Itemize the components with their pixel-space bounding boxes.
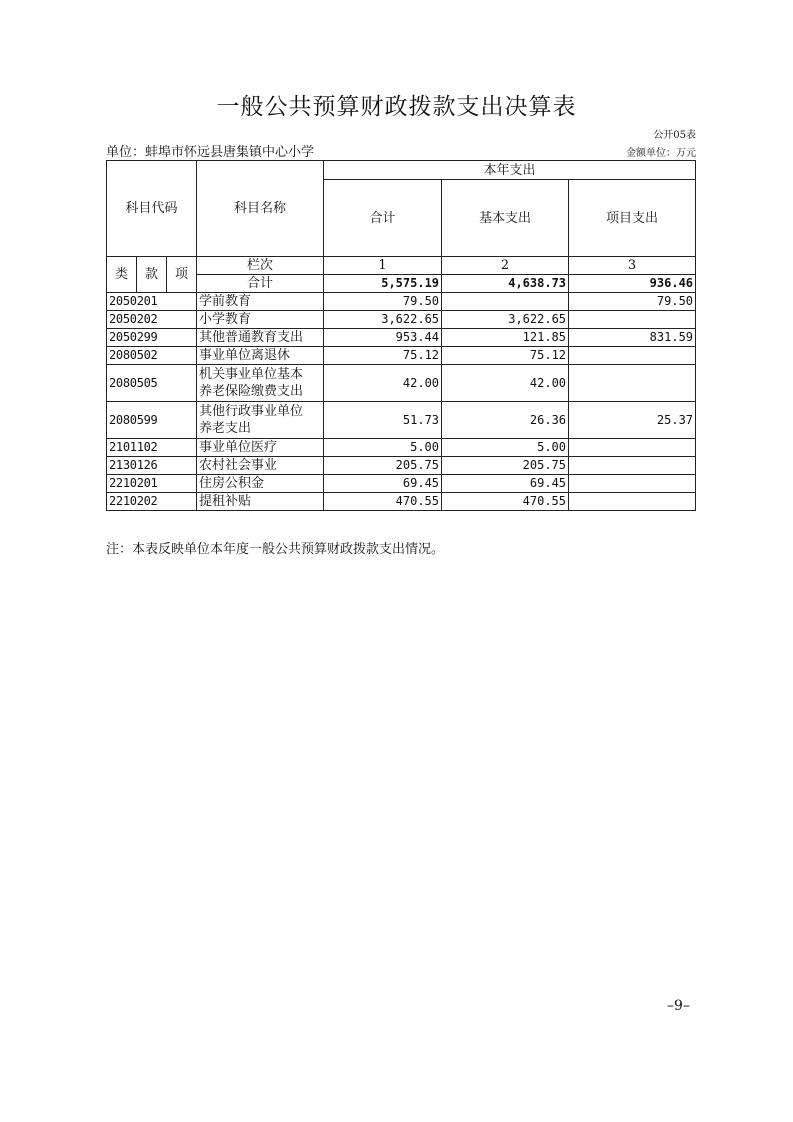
row-project (569, 365, 696, 402)
row-code: 2130126 (107, 457, 197, 475)
row-project (569, 311, 696, 329)
row-basic: 470.55 (442, 493, 569, 511)
row-project (569, 439, 696, 457)
row-code: 2050201 (107, 293, 197, 311)
total-project: 936.46 (569, 275, 696, 293)
row-project: 25.37 (569, 402, 696, 439)
row-project (569, 347, 696, 365)
row-total: 75.12 (324, 347, 442, 365)
row-basic: 3,622.65 (442, 311, 569, 329)
row-name-line-1: 机关事业单位基本 (199, 367, 304, 382)
row-total: 3,622.65 (324, 311, 442, 329)
row-code: 2050299 (107, 329, 197, 347)
row-basic: 5.00 (442, 439, 569, 457)
table-row (107, 329, 696, 347)
header-xiang: 项 (167, 257, 197, 293)
header-year-expense: 本年支出 (324, 161, 696, 180)
row-total: 79.50 (324, 293, 442, 311)
row-project (569, 457, 696, 475)
header-project: 项目支出 (569, 180, 696, 257)
row-code: 2210202 (107, 493, 197, 511)
row-basic (442, 293, 569, 311)
table-row (107, 365, 696, 402)
expense-table (106, 160, 696, 511)
table-row (107, 347, 696, 365)
column-3: 3 (569, 257, 696, 275)
row-total: 470.55 (324, 493, 442, 511)
row-code: 2050202 (107, 311, 197, 329)
total-label: 合计 (197, 275, 324, 293)
money-unit: 金额单位：万元 (626, 148, 696, 159)
table-row (107, 493, 696, 511)
table-row (107, 311, 696, 329)
row-code: 2080505 (107, 365, 197, 402)
header-code: 科目代码 (107, 161, 197, 257)
header-lei: 类 (107, 257, 137, 293)
row-basic: 42.00 (442, 365, 569, 402)
row-project: 831.59 (569, 329, 696, 347)
row-project (569, 493, 696, 511)
row-name: 提租补贴 (197, 493, 324, 511)
form-number: 公开05表 (653, 130, 696, 141)
column-number-row (107, 257, 696, 275)
row-name: 事业单位离退休 (197, 347, 324, 365)
row-name: 农村社会事业 (197, 457, 324, 475)
row-total: 69.45 (324, 475, 442, 493)
row-total: 51.73 (324, 402, 442, 439)
column-2: 2 (442, 257, 569, 275)
table-row (107, 439, 696, 457)
row-name-line-1: 其他行政事业单位 (199, 404, 304, 419)
row-name-line-2: 养老保险缴费支出 (199, 384, 304, 399)
total-sum: 5,575.19 (324, 275, 442, 293)
column-1: 1 (324, 257, 442, 275)
row-name-line-2: 养老支出 (199, 421, 252, 436)
header-kuan: 款 (137, 257, 167, 293)
row-total: 205.75 (324, 457, 442, 475)
column-label: 栏次 (197, 257, 324, 275)
row-name: 住房公积金 (197, 475, 324, 493)
table-note: 注：本表反映单位本年度一般公共预算财政拨款支出情况。 (106, 542, 445, 557)
row-basic: 205.75 (442, 457, 569, 475)
row-name (197, 402, 324, 439)
row-project: 79.50 (569, 293, 696, 311)
table-row (107, 457, 696, 475)
row-basic: 26.36 (442, 402, 569, 439)
row-name: 小学教育 (197, 311, 324, 329)
page-title: 一般公共预算财政拨款支出决算表 (216, 94, 577, 120)
table-row (107, 293, 696, 311)
row-total: 953.44 (324, 329, 442, 347)
header-basic: 基本支出 (442, 180, 569, 257)
unit-label: 单位：蚌埠市怀远县唐集镇中心小学 (106, 145, 315, 160)
row-name: 其他普通教育支出 (197, 329, 324, 347)
table-row (107, 475, 696, 493)
row-basic: 69.45 (442, 475, 569, 493)
header-name: 科目名称 (197, 161, 324, 257)
table-row (107, 402, 696, 439)
row-basic: 121.85 (442, 329, 569, 347)
row-code: 2101102 (107, 439, 197, 457)
row-code: 2210201 (107, 475, 197, 493)
header-total: 合计 (324, 180, 442, 257)
row-code: 2080502 (107, 347, 197, 365)
row-name: 学前教育 (197, 293, 324, 311)
row-name: 事业单位医疗 (197, 439, 324, 457)
row-project (569, 475, 696, 493)
row-name (197, 365, 324, 402)
page-number: –9– (667, 998, 690, 1014)
total-basic: 4,638.73 (442, 275, 569, 293)
row-total: 42.00 (324, 365, 442, 402)
row-code: 2080599 (107, 402, 197, 439)
header-row-1 (107, 161, 696, 180)
row-basic: 75.12 (442, 347, 569, 365)
row-total: 5.00 (324, 439, 442, 457)
